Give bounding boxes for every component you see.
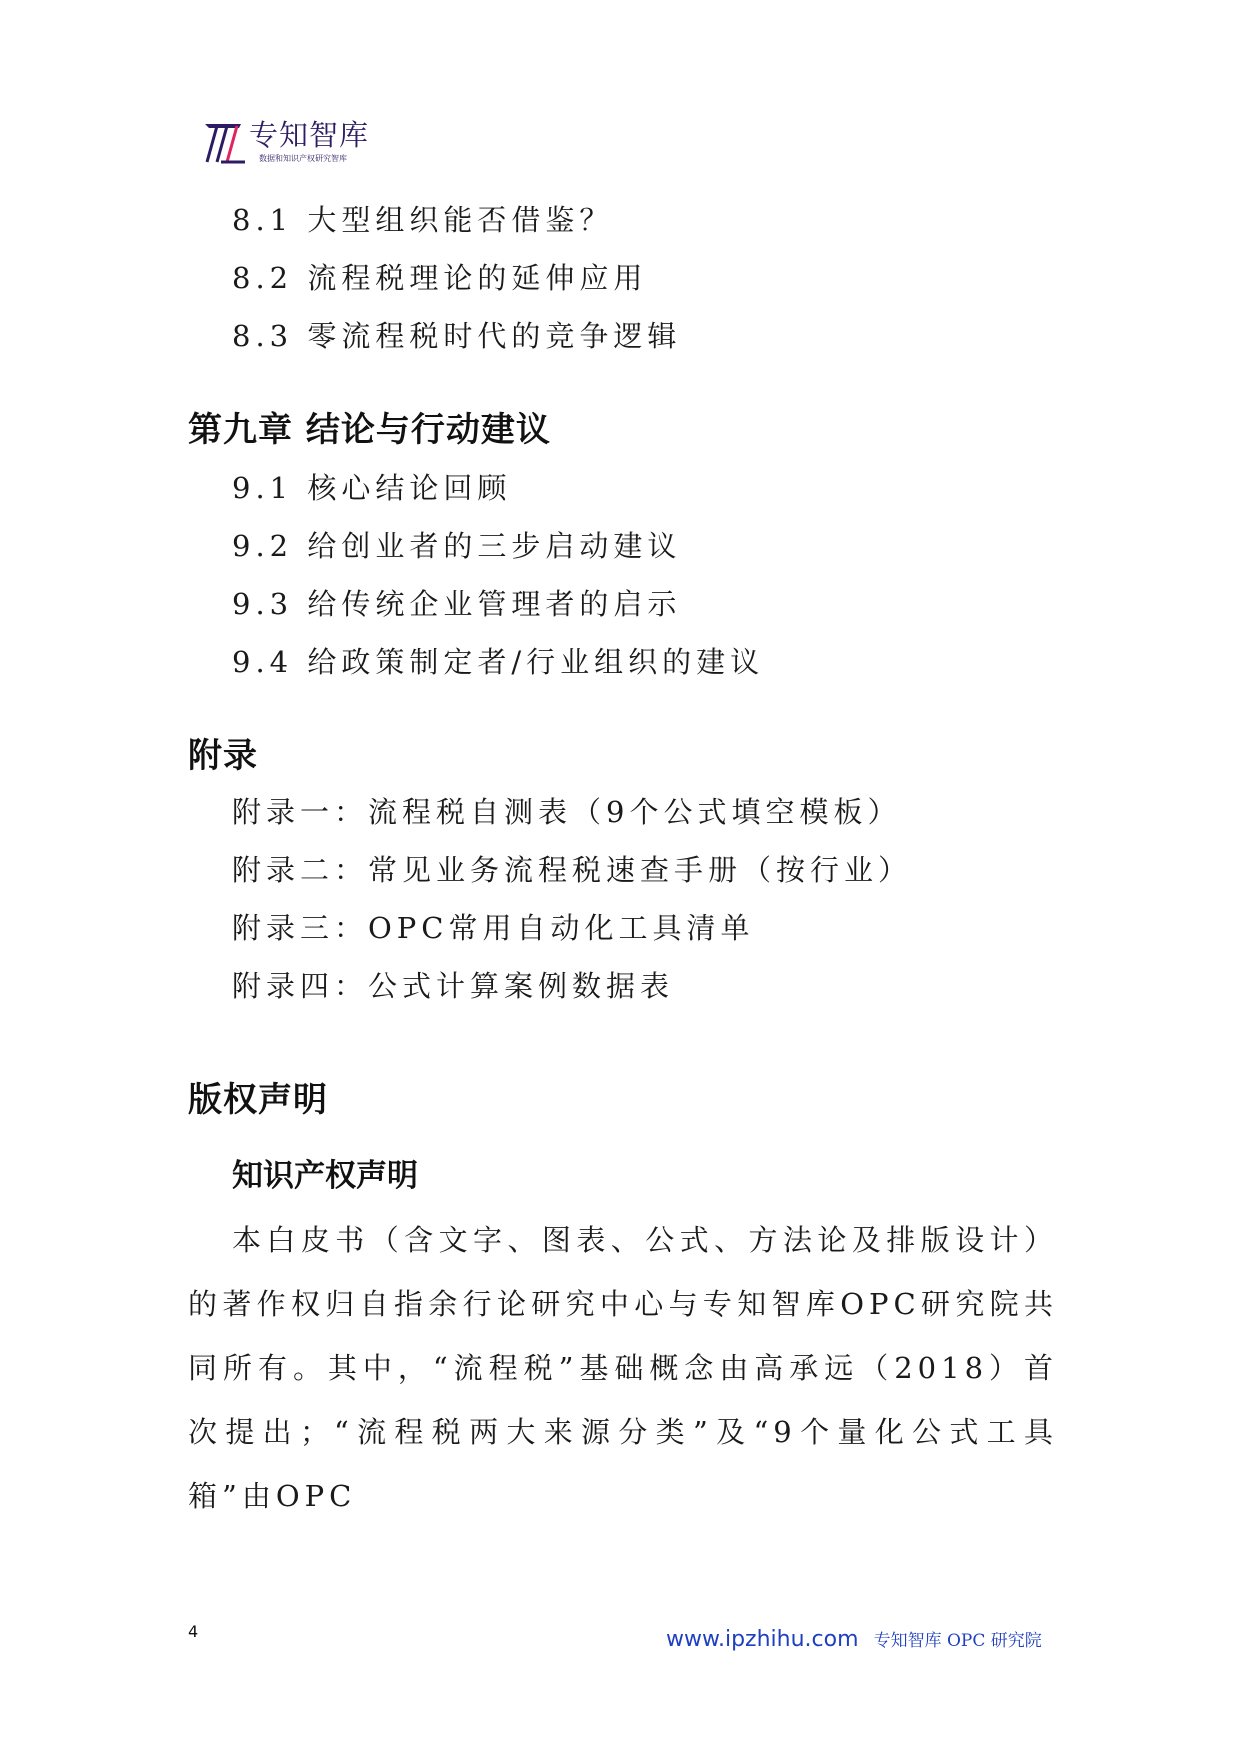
toc-item-8-1: 8.1 大型组织能否借鉴？ [232,203,614,237]
toc-item-9-3: 9.3 给传统企业管理者的启示 [232,587,682,621]
copyright-paragraph: 本白皮书（含文字、图表、公式、方法论及排版设计）的著作权归自指余行论研究中心与专知智库OPC研究院共同所有。其中，“流程税”基础概念由高承远（2018）首次提出；“流程税两大来源分类”及“9个量化公式工具箱”由OPC [188,1223,1058,1513]
toc-item-8-2: 8.2 流程税理论的延伸应用 [232,261,648,295]
logo-title: 专知智库 [249,118,370,152]
chapter-9-title: 第九章 结论与行动建议 [188,410,551,450]
toc-item-9-2: 9.2 给创业者的三步启动建议 [232,529,682,563]
footer [666,1626,1042,1652]
toc-item-9-4: 9.4 给政策制定者/行业组织的建议 [232,645,765,679]
appendix-item-2: 附录二：常见业务流程税速查手册（按行业） [232,853,913,887]
appendix-title: 附录 [188,736,258,776]
logo-text [249,118,369,164]
brand-logo [203,118,369,170]
appendix-item-3: 附录三：OPC常用自动化工具清单 [232,911,755,945]
website-link[interactable]: www.ipzhihu.com [666,1627,859,1652]
copyright-title: 版权声明 [188,1080,328,1120]
logo-mark-icon [203,118,247,166]
footer-org: 专知智库 OPC 研究院 [873,1631,1042,1651]
ip-statement-title: 知识产权声明 [232,1158,418,1194]
toc-item-8-3: 8.3 零流程税时代的竞争逻辑 [232,319,682,353]
page-number: 4 [188,1622,199,1641]
appendix-item-1: 附录一：流程税自测表（9个公式填空模板） [232,795,902,829]
appendix-item-4: 附录四：公式计算案例数据表 [232,969,675,1003]
logo-subtitle: 数据和知识产权研究智库 [259,154,347,163]
toc-item-9-1: 9.1 核心结论回顾 [232,471,512,505]
